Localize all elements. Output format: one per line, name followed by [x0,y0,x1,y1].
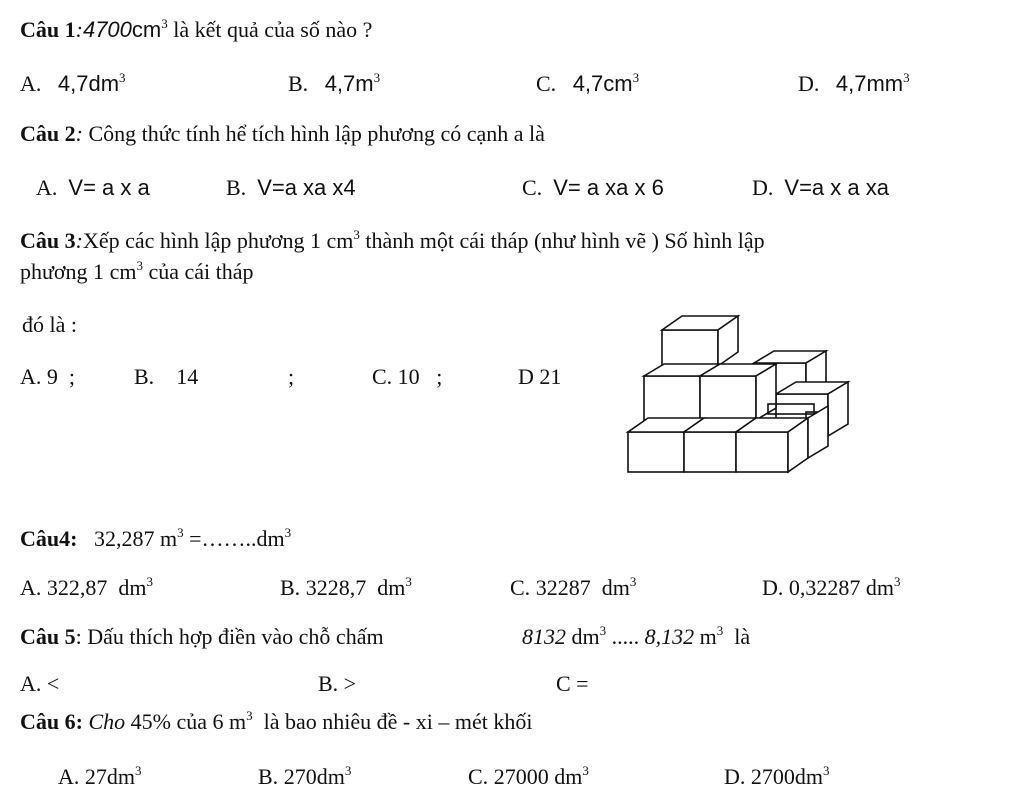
q3-option-b[interactable]: B. 14 [134,364,199,389]
q3-option-a[interactable]: A. 9 ; [20,364,76,389]
q3-option-d[interactable]: D 21 [518,364,562,389]
q6-option-a[interactable]: A. $27dm^3$ [58,763,142,789]
q2-option-c[interactable]: C. V= a xa x 6 [522,175,664,200]
q1-question: Câu $1:4700cm^3$ là kết quả của số nào ? [20,16,373,42]
q1-option-b[interactable]: B. $4,7m^3$ [288,70,381,96]
q3-question-line1: Câu 3:Xếp các hình lập phương 1 $cm^3$ thành một cái tháp (như hình vẽ ) Số hình lập [20,227,765,253]
q5-dots: ..... [611,624,640,649]
q4-label: Câu4: [20,526,78,551]
q2-option-a[interactable]: A. V= a x a [36,175,150,200]
q5-option-c[interactable]: C = [556,671,589,696]
q6-option-c[interactable]: C. 27000 $dm^3$ [468,763,589,789]
q3-option-c[interactable]: C. 10 ; [372,364,443,389]
q6-option-b[interactable]: B. $270dm^3$ [258,763,352,789]
q3-question-line2: phương 1 $cm^3$ của cái tháp [20,258,254,284]
q5-option-a[interactable]: A. < [20,671,60,696]
q1-option-d[interactable]: D. $4,7mm^3$ [798,70,910,96]
q5-text: Dấu thích hợp điền vào chỗ chấm [87,624,384,649]
q4-option-a[interactable]: A. 322,87 $dm^3$ [20,574,154,600]
q2-question: Câu 2: Công thức tính hể tích hình lập phương có cạnh a là [20,121,545,146]
q5-question: Câu 5: Dấu thích hợp điền vào chỗ chấm [20,624,384,649]
q6-text: là bao nhiêu đề - xi – mét khối [263,709,533,734]
q3-question-line3: đó là : [22,312,77,337]
q3-label: Câu 3 [20,228,76,253]
cube-tower-figure [614,308,854,488]
q4-blank: =…….. [189,526,257,551]
q2-text: Công thức tính hể tích hình lập phương có cạnh a là [88,121,545,146]
q6-question: Câu 6: Cho 45% của 6 $m^3$ là bao nhiêu đề - xi – mét khối [20,708,533,734]
q2-label: Câu 2 [20,121,76,146]
q1-text: là kết quả của số nào ? [173,17,373,42]
q5-comparison: 8132 $dm^3$ ..... 8,132 $m^3$ là [522,623,751,649]
q6-option-d[interactable]: D. $2700dm^3$ [724,763,830,789]
q1-option-a[interactable]: A. $4,7dm^3$ [20,70,126,96]
q3-option-b-sep: ; [288,364,295,389]
q4-option-d[interactable]: D. 0,32287 $dm^3$ [762,574,901,600]
q5-option-b[interactable]: B. > [318,671,357,696]
q4-option-b[interactable]: B. 3228,7 $dm^3$ [280,574,412,600]
q1-option-c[interactable]: C. $4,7cm^3$ [536,70,640,96]
q4-question: Câu4: 32,287 $m^3$ $=\dots\dots..dm^3$ [20,525,292,551]
q2-option-d[interactable]: D. V=a x a xa [752,175,889,200]
q1-label: Câu 1 [20,17,76,42]
q5-label: Câu 5 [20,624,76,649]
q4-option-c[interactable]: C. 32287 $dm^3$ [510,574,637,600]
q2-option-b[interactable]: B. V=a xa x4 [226,175,356,200]
q6-label: Câu 6: [20,709,83,734]
